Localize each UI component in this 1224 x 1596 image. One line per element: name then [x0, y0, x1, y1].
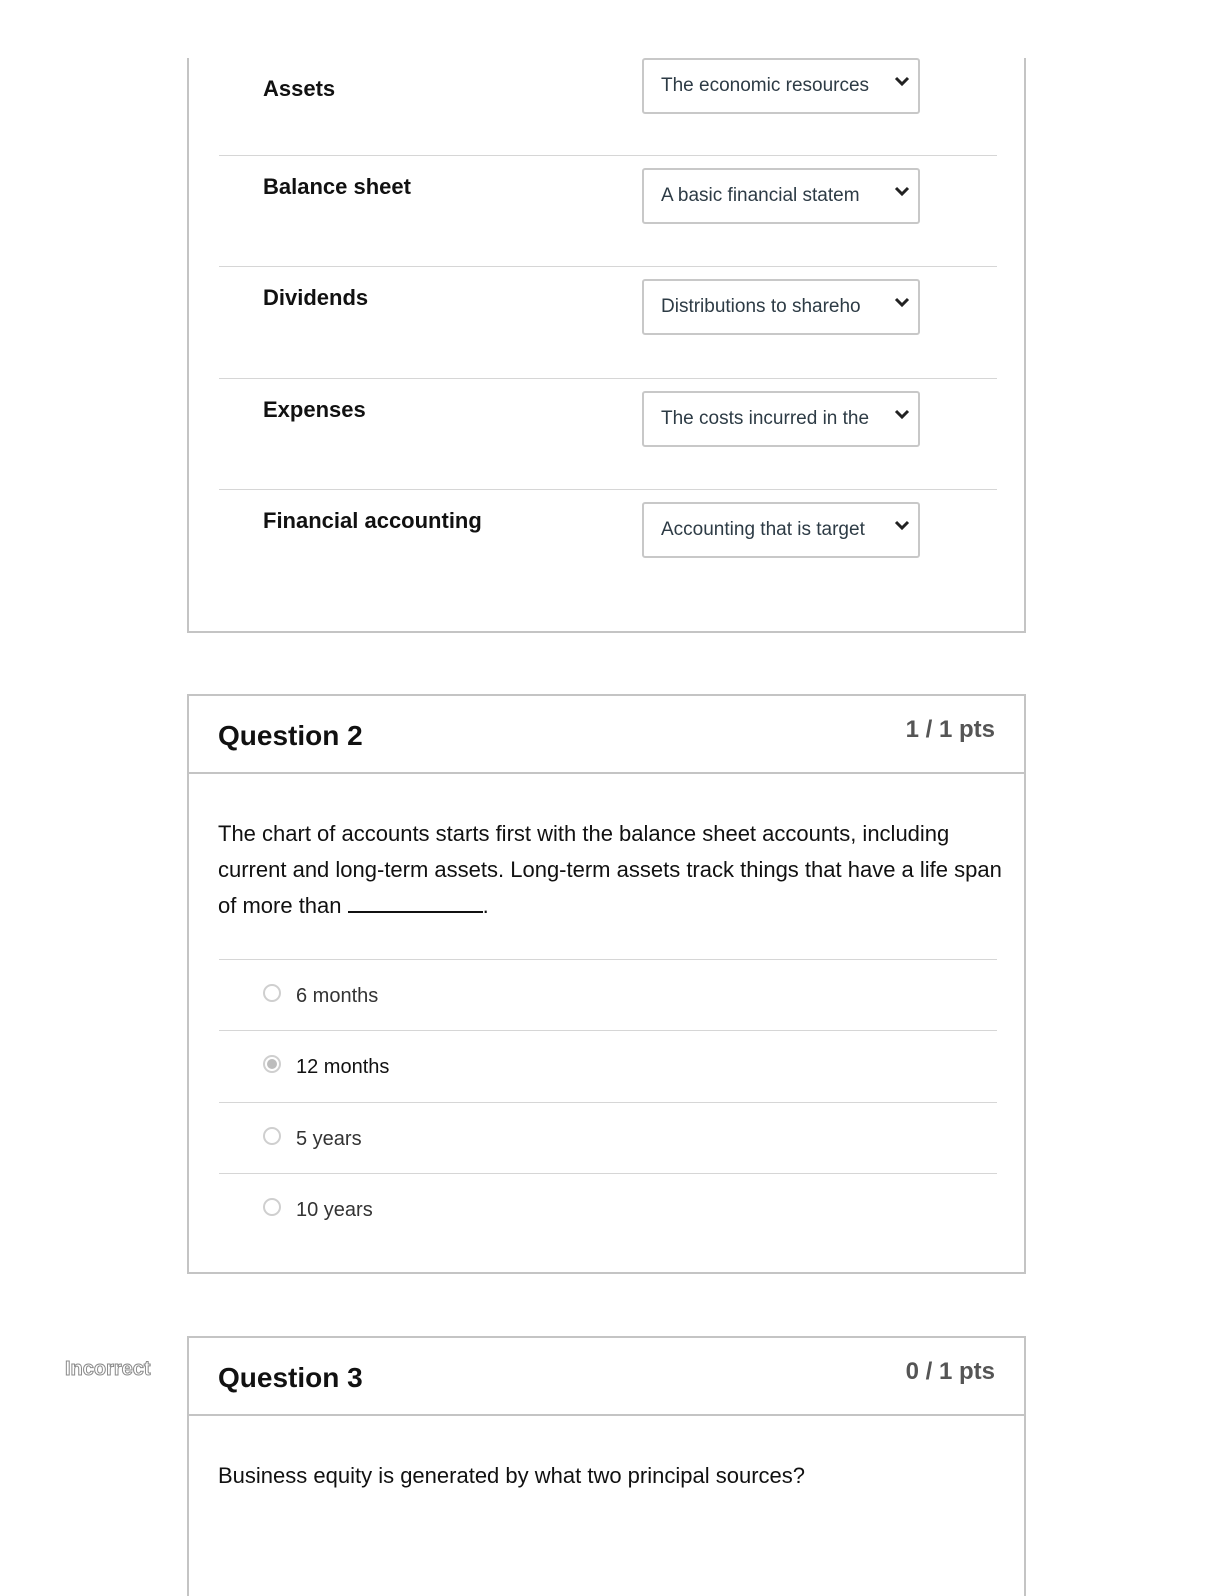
- fill-blank: [348, 891, 483, 913]
- question-1-card: [187, 58, 1026, 633]
- question-text-end: .: [482, 893, 489, 918]
- question-text: [218, 816, 1008, 924]
- question-text-body: The chart of accounts starts first with the balance sheet accounts, including current and long-term assets. Long-term assets track things that have a life span of more than: [218, 821, 1002, 918]
- answer-label: 6 months: [296, 985, 379, 1007]
- match-row-expenses: [219, 378, 997, 490]
- select-value: Accounting that is target: [661, 519, 865, 540]
- question-2-card: [187, 694, 1026, 1274]
- question-header: [189, 696, 1024, 774]
- match-term: Financial accounting: [263, 508, 482, 533]
- question-text: Business equity is generated by what two principal sources?: [218, 1463, 805, 1488]
- match-select-expenses[interactable]: [642, 391, 920, 447]
- question-points: 1 / 1 pts: [905, 716, 995, 743]
- chevron-down-icon: [894, 517, 910, 533]
- answer-option[interactable]: [219, 1173, 997, 1245]
- select-value: A basic financial statem: [661, 185, 860, 206]
- match-select-dividends[interactable]: [642, 279, 920, 335]
- match-row-dividends: [219, 266, 997, 378]
- match-row-balance-sheet: [219, 155, 997, 267]
- select-value: The costs incurred in the: [661, 408, 870, 429]
- select-value: Distributions to shareho: [661, 296, 861, 317]
- chevron-down-icon: [894, 406, 910, 422]
- match-row-assets: [219, 58, 997, 169]
- match-term: Assets: [263, 76, 336, 101]
- match-term: Dividends: [263, 285, 369, 310]
- radio-button[interactable]: [263, 1127, 281, 1145]
- match-select-assets[interactable]: [642, 58, 920, 114]
- match-select-balance-sheet[interactable]: [642, 168, 920, 224]
- select-value: The economic resources: [661, 75, 870, 96]
- question-3-card: [187, 1336, 1026, 1596]
- chevron-down-icon: [894, 294, 910, 310]
- match-select-financial-accounting[interactable]: [642, 502, 920, 558]
- answer-option[interactable]: [219, 1030, 997, 1102]
- question-title: Question 2: [218, 720, 363, 751]
- question-header: [189, 1338, 1024, 1416]
- incorrect-flag: Incorrect: [65, 1358, 151, 1380]
- chevron-down-icon: [894, 73, 910, 89]
- chevron-down-icon: [894, 183, 910, 199]
- answer-label: 5 years: [296, 1128, 362, 1150]
- match-term: Expenses: [263, 397, 366, 422]
- match-row-financial-accounting: [219, 489, 997, 601]
- answer-label: 10 years: [296, 1199, 373, 1221]
- answer-label: 12 months: [296, 1056, 390, 1078]
- match-term: Balance sheet: [263, 174, 411, 199]
- radio-button[interactable]: [263, 984, 281, 1002]
- radio-button[interactable]: [263, 1198, 281, 1216]
- answer-option[interactable]: [219, 1102, 997, 1174]
- question-points: 0 / 1 pts: [905, 1358, 995, 1385]
- radio-button-selected[interactable]: [263, 1055, 281, 1073]
- question-title: Question 3: [218, 1362, 363, 1393]
- answer-option[interactable]: [219, 959, 997, 1031]
